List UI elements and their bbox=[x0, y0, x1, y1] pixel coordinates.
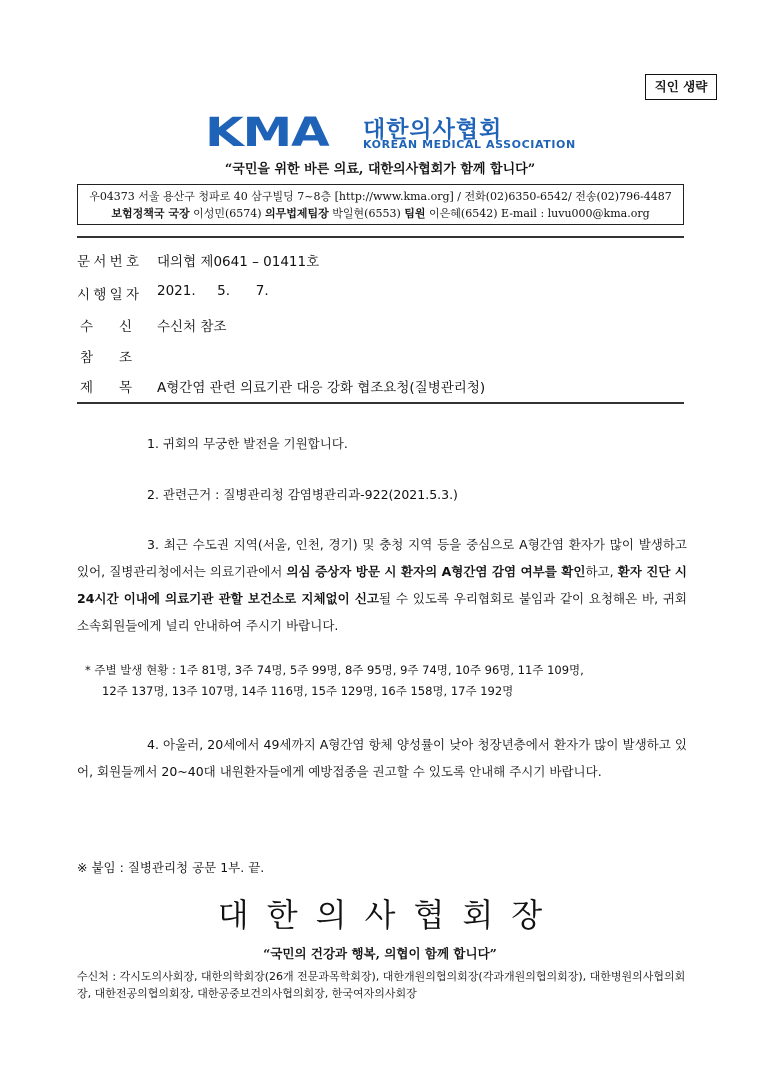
doc-number-label: 문 서 번 호 bbox=[77, 254, 139, 270]
divider-top bbox=[77, 236, 684, 238]
recipient-list: 수신처 : 각시도의사회장, 대한의학회장(26개 전문과목학회장), 대한개원의협의회장(각과개원의협의회장), 대한병원의사협의회장, 대한전공의협의회장, 대한공중보건의사협의회장, 한국여자의사회장 bbox=[77, 970, 686, 1000]
header-slogan: “국민을 위한 바른 의료, 대한의사협회가 함께 합니다” bbox=[224, 162, 536, 177]
subject-label: 제 목 bbox=[80, 380, 132, 396]
weekly-cases-line-2: 12주 137명, 13주 107명, 14주 116명, 15주 129명, 16주 158명, 17주 192명 bbox=[102, 684, 514, 698]
divider-bottom bbox=[77, 402, 684, 404]
paragraph-1: 1. 귀회의 무궁한 발전을 기원합니다. bbox=[147, 436, 348, 451]
recipient-label: 수 신 bbox=[80, 319, 132, 335]
contact-name-3: 이은혜(6542) E-mail : luvu000@kma.org bbox=[425, 207, 650, 220]
logo-name-english: KOREAN MEDICAL ASSOCIATION bbox=[363, 138, 576, 151]
weekly-cases-note bbox=[85, 660, 685, 702]
subject-value: A형간염 관련 의료기관 대응 강화 협조요청(질병관리청) bbox=[157, 380, 486, 396]
weekly-cases-line-1: * 주별 발생 현황 : 1주 81명, 3주 74명, 5주 99명, 8주 95명, 9주 74명, 10주 96명, 11주 109명, bbox=[85, 663, 584, 677]
contact-role-2: 의무법제팀장 bbox=[265, 207, 329, 220]
contact-address-line: 우04373 서울 용산구 청파로 40 삼구빌딩 7~8층 [http://www.kma.org] / 전화(02)6350-6542/ 전송(02)796-4487 bbox=[89, 190, 672, 203]
recipient-value: 수신처 참조 bbox=[157, 319, 227, 335]
issue-date-label: 시 행 일 자 bbox=[77, 287, 139, 303]
sender-title: 대한의사협회장 bbox=[217, 896, 561, 934]
attachment-note: ※ 붙임 : 질병관리청 공문 1부. 끝. bbox=[77, 860, 265, 875]
paragraph-2: 2. 관련근거 : 질병관리청 감염병관리과-922(2021.5.3.) bbox=[147, 487, 458, 502]
contact-name-2: 박일현(6553) bbox=[328, 207, 405, 220]
kma-logo bbox=[205, 110, 576, 156]
issue-date-value: 2021. 5. 7. bbox=[157, 283, 269, 299]
contact-role-1: 보험정책국 국장 bbox=[111, 207, 190, 220]
paragraph-4: 4. 아울러, 20세에서 49세까지 A형간염 항체 양성률이 낮아 청장년층에서 환자가 많이 발생하고 있어, 회원들께서 20~40대 내원환자들에게 예방접종을 권고할 수 있도록 안내해 주시기 바랍니다. bbox=[77, 737, 687, 779]
contact-box bbox=[77, 184, 684, 225]
stamp-omitted-box: 직인 생략 bbox=[645, 74, 717, 100]
emphasis-check-infection: 의심 증상자 방문 시 환자의 A형간염 감염 여부를 확인 bbox=[286, 564, 586, 579]
paragraph-3: 3. 최근 수도권 지역(서울, 인천, 경기) 및 충청 지역 등을 중심으로 A형간염 환자가 많이 발생하고 있어, 질병관리청에서는 의료기관에서 의심 증상자 방문 시 환자의 A형간염 감염 여부를 확인하고, 환자 진단 시 24시간 이내에 의료기관 관할 보건소로 지체없이 신고될 수 있도록 우리협회로 붙임과 같이 요청해온 바, 귀회 소속회원들에게 널리 안내하여 주시기 바랍니다. bbox=[77, 537, 687, 633]
contact-name-1: 이성민(6574) bbox=[189, 207, 266, 220]
emphasis-report-24h: 환자 진단 시 24시간 이내에 의료기관 관할 보건소로 지체없이 신고 bbox=[77, 564, 687, 606]
footer-slogan: “국민의 건강과 행복, 의협이 함께 합니다” bbox=[263, 946, 497, 961]
contact-role-3: 팀원 bbox=[404, 207, 426, 220]
logo-abbreviation: KMA bbox=[205, 110, 329, 156]
contact-staff-line bbox=[78, 205, 683, 222]
doc-number-value: 대의협 제0641 – 01411호 bbox=[157, 254, 320, 270]
reference-label: 참 조 bbox=[80, 350, 132, 366]
logo-name-korean: 대한의사협회 bbox=[363, 117, 503, 143]
